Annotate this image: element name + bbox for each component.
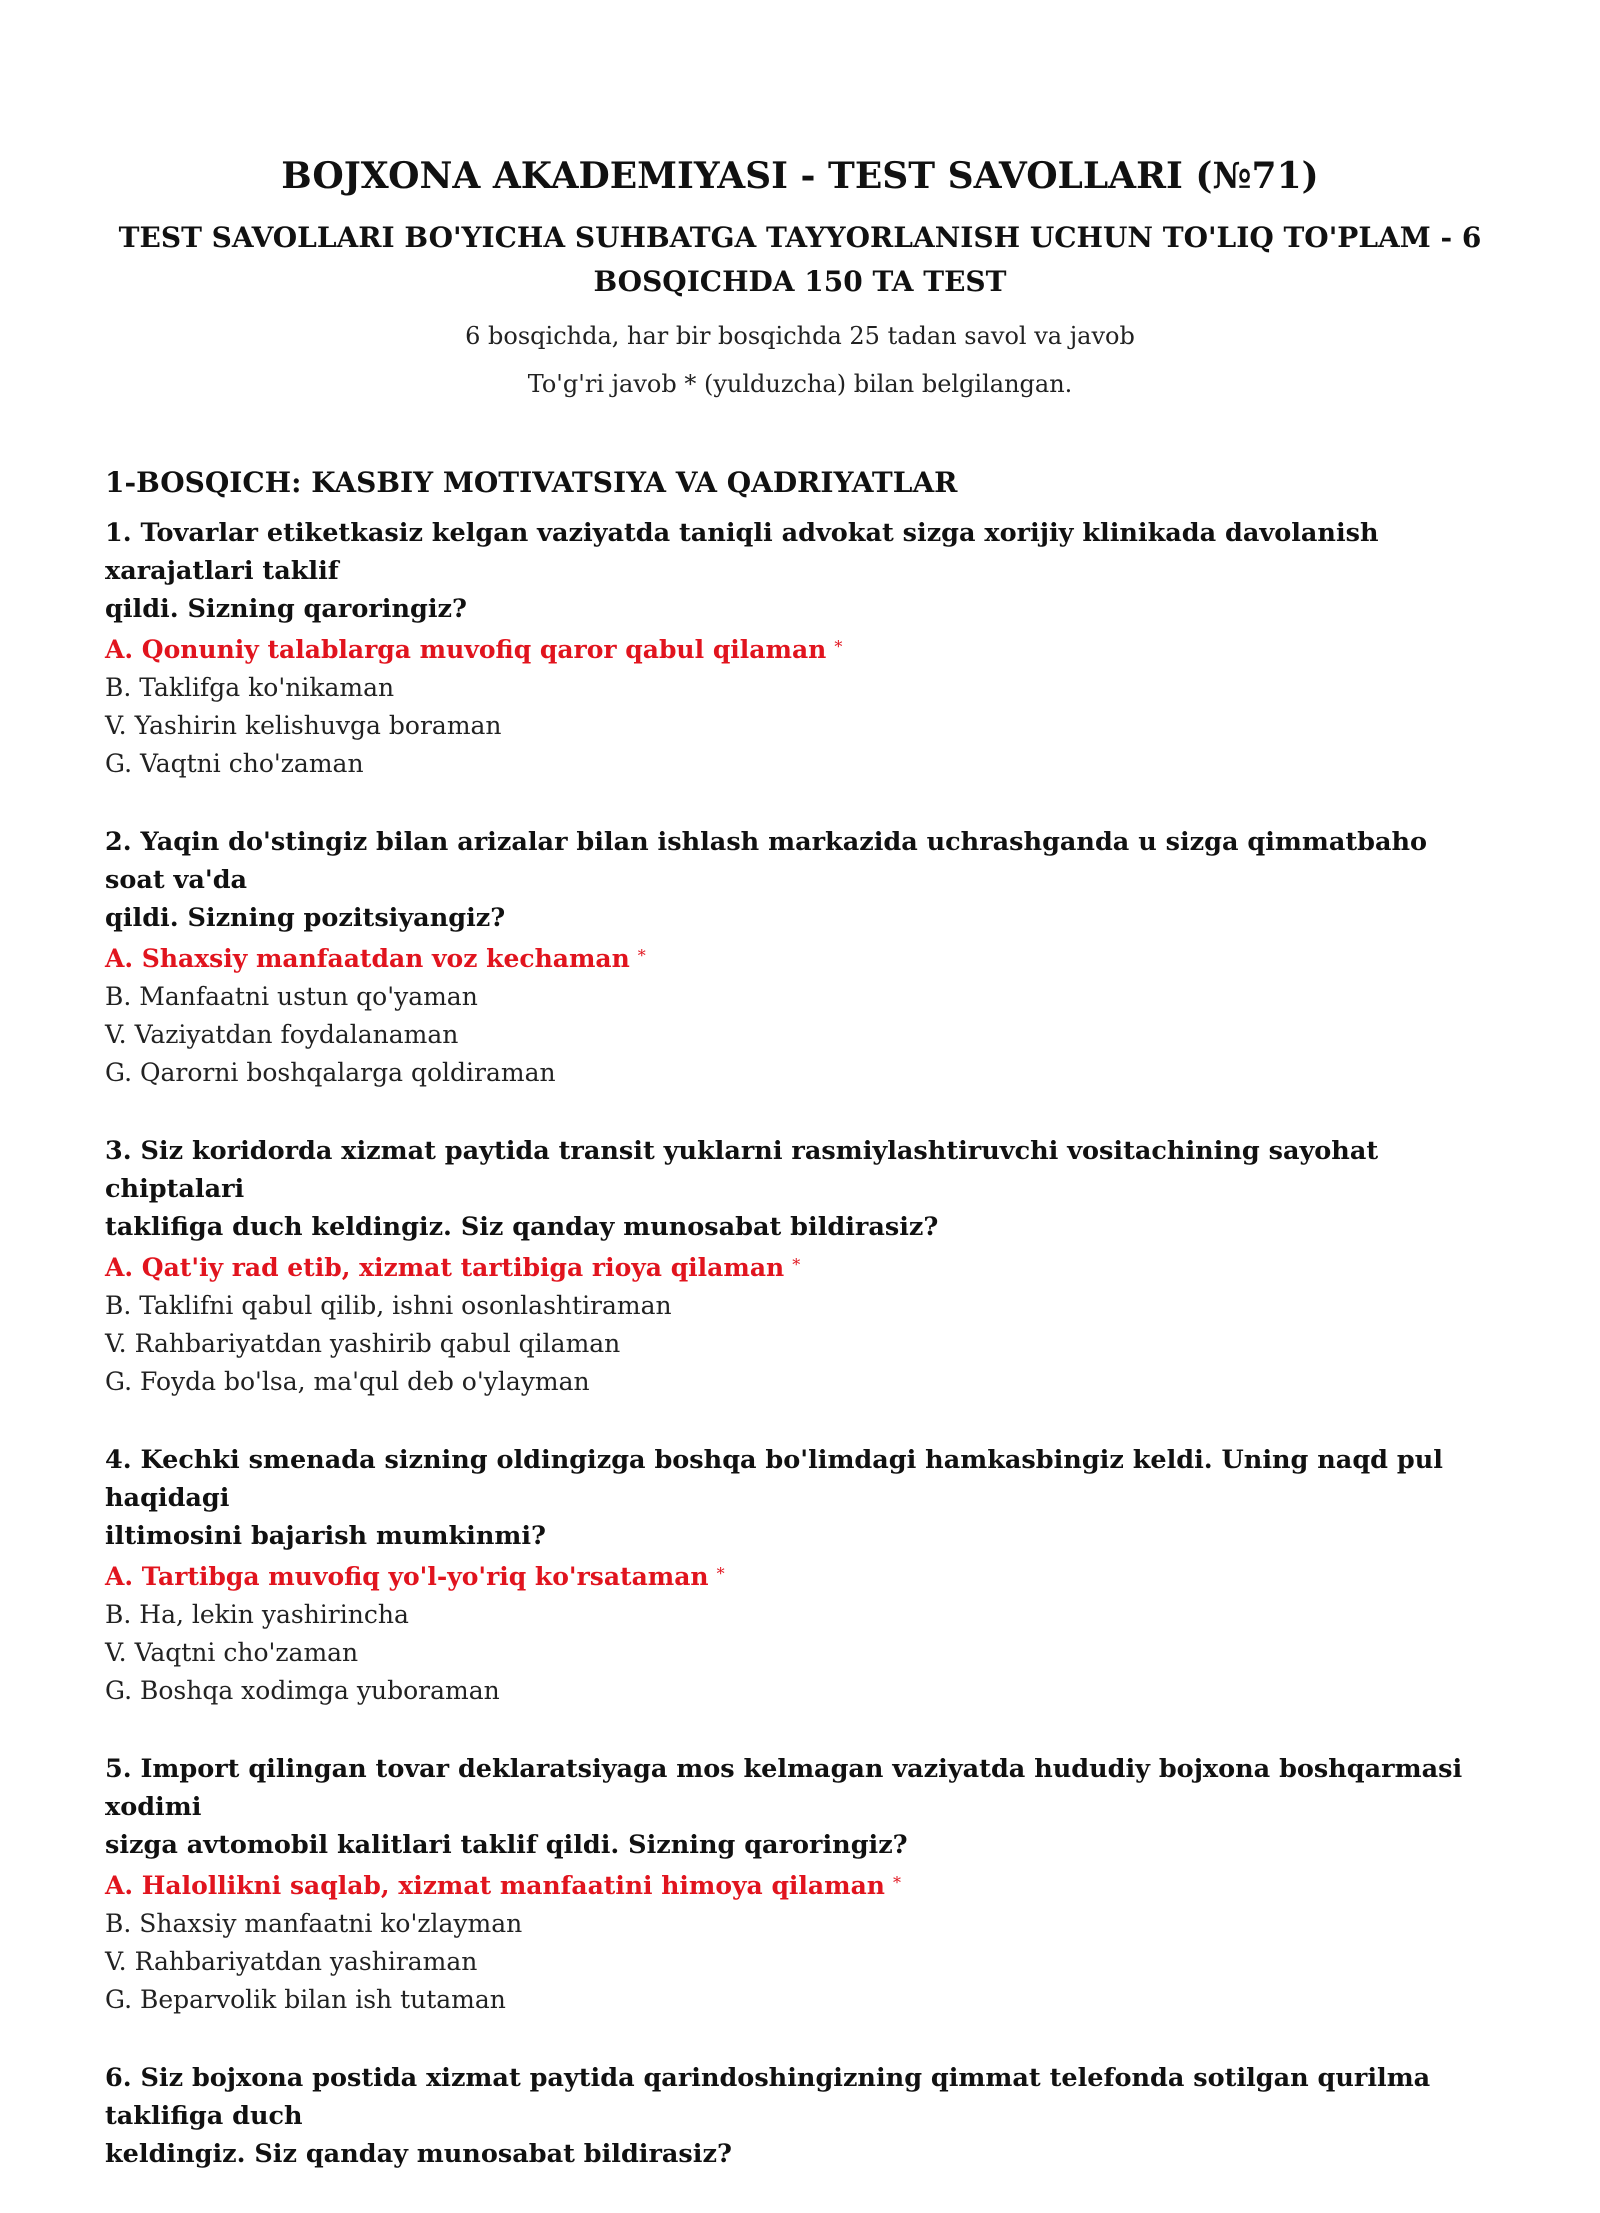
answer-option: G. Vaqtni cho'zaman bbox=[105, 749, 364, 778]
intro-line-1: 6 bosqichda, har bir bosqichda 25 tadan savol va javob bbox=[465, 322, 1135, 350]
answer-option: G. Beparvolik bilan ish tutaman bbox=[105, 1985, 506, 2014]
option-label: A. Qat'iy rad etib, xizmat tartibiga rioya qilaman bbox=[105, 1253, 785, 1282]
question-text bbox=[105, 1441, 1495, 1555]
question-4 bbox=[105, 1441, 1495, 1710]
correct-marker: * bbox=[716, 1564, 725, 1583]
document-title: BOJXONA AKADEMIYASI - TEST SAVOLLARI (№71) bbox=[281, 155, 1319, 197]
answer-option: V. Rahbariyatdan yashiraman bbox=[105, 1947, 478, 1976]
question-text-line: 6. Siz bojxona postida xizmat paytida qarindoshingizning qimmat telefonda sotilgan qurilma taklifiga duch bbox=[105, 2063, 1431, 2131]
answer-option: G. Foyda bo'lsa, ma'qul deb o'ylayman bbox=[105, 1367, 590, 1396]
question-list bbox=[105, 514, 1495, 2213]
answer-option: B. Taklifni qabul qilib, ishni osonlashtiraman bbox=[105, 1291, 672, 1320]
correct-marker: * bbox=[892, 1873, 901, 1892]
question-text-line: 1. Tovarlar etiketkasiz kelgan vaziyatda taniqli advokat sizga xorijiy klinikada davolanish xarajatlari taklif bbox=[105, 518, 1379, 586]
question-text-line: 5. Import qilingan tovar deklaratsiyaga mos kelmagan vaziyatda hududiy bojxona boshqarmasi xodimi bbox=[105, 1754, 1463, 1822]
question-text bbox=[105, 2059, 1495, 2173]
correct-answer-option bbox=[105, 1864, 1495, 1905]
question-text-line: sizga avtomobil kalitlari taklif qildi. Sizning qaroringiz? bbox=[105, 1830, 908, 1860]
correct-answer-option bbox=[105, 937, 1495, 978]
answer-option: V. Yashirin kelishuvga boraman bbox=[105, 711, 502, 740]
correct-marker: * bbox=[792, 1255, 801, 1274]
question-5 bbox=[105, 1750, 1495, 2019]
question-text-line: 3. Siz koridorda xizmat paytida transit yuklarni rasmiylashtiruvchi vositachining sayohat chiptalari bbox=[105, 1136, 1379, 1204]
document-subtitle bbox=[105, 216, 1495, 304]
correct-answer-option bbox=[105, 1555, 1495, 1596]
option-label: A. Qonuniy talablarga muvofiq qaror qabul qilaman bbox=[105, 635, 827, 664]
question-text bbox=[105, 514, 1495, 628]
question-6 bbox=[105, 2059, 1495, 2173]
answer-option: V. Rahbariyatdan yashirib qabul qilaman bbox=[105, 1329, 621, 1358]
correct-answer-option bbox=[105, 628, 1495, 669]
answer-option: B. Manfaatni ustun qo'yaman bbox=[105, 982, 478, 1011]
correct-answer-option bbox=[105, 1246, 1495, 1287]
answer-option: V. Vaziyatdan foydalanaman bbox=[105, 1020, 459, 1049]
answer-option: G. Boshqa xodimga yuboraman bbox=[105, 1676, 500, 1705]
answer-option: B. Ha, lekin yashirincha bbox=[105, 1600, 409, 1629]
question-2 bbox=[105, 823, 1495, 1092]
question-text-line: iltimosini bajarish mumkinmi? bbox=[105, 1521, 546, 1551]
question-text-line: qildi. Sizning pozitsiyangiz? bbox=[105, 903, 506, 933]
subtitle-line-2: BOSQICHDA 150 TA TEST bbox=[593, 265, 1007, 298]
answer-option: B. Taklifga ko'nikaman bbox=[105, 673, 395, 702]
question-3 bbox=[105, 1132, 1495, 1401]
answer-option: G. Qarorni boshqalarga qoldiraman bbox=[105, 1058, 556, 1087]
answer-option: B. Shaxsiy manfaatni ko'zlayman bbox=[105, 1909, 523, 1938]
answer-option: V. Vaqtni cho'zaman bbox=[105, 1638, 359, 1667]
question-text-line: qildi. Sizning qaroringiz? bbox=[105, 594, 467, 624]
question-text-line: 4. Kechki smenada sizning oldingizga boshqa bo'limdagi hamkasbingiz keldi. Uning naqd pul haqidagi bbox=[105, 1445, 1443, 1513]
question-text-line: taklifiga duch keldingiz. Siz qanday munosabat bildirasiz? bbox=[105, 1212, 939, 1242]
correct-marker: * bbox=[834, 637, 843, 656]
section-heading: 1-BOSQICH: KASBIY MOTIVATSIYA VA QADRIYATLAR bbox=[105, 466, 958, 499]
correct-marker: * bbox=[637, 946, 646, 965]
question-text-line: keldingiz. Siz qanday munosabat bildirasiz? bbox=[105, 2139, 732, 2169]
subtitle-line-1: TEST SAVOLLARI BO'YICHA SUHBATGA TAYYORLANISH UCHUN TO'LIQ TO'PLAM - 6 bbox=[118, 221, 1482, 254]
option-label: A. Halollikni saqlab, xizmat manfaatini himoya qilaman bbox=[105, 1871, 885, 1900]
intro-line-2: To'g'ri javob * (yulduzcha) bilan belgilangan. bbox=[527, 370, 1073, 398]
question-text-line: 2. Yaqin do'stingiz bilan arizalar bilan ishlash markazida uchrashganda u sizga qimmatbaho soat va'da bbox=[105, 827, 1428, 895]
question-1 bbox=[105, 514, 1495, 783]
question-text bbox=[105, 1750, 1495, 1864]
question-text bbox=[105, 823, 1495, 937]
option-label: A. Tartibga muvofiq yo'l-yo'riq ko'rsataman bbox=[105, 1562, 709, 1591]
question-text bbox=[105, 1132, 1495, 1246]
option-label: A. Shaxsiy manfaatdan voz kechaman bbox=[105, 944, 630, 973]
